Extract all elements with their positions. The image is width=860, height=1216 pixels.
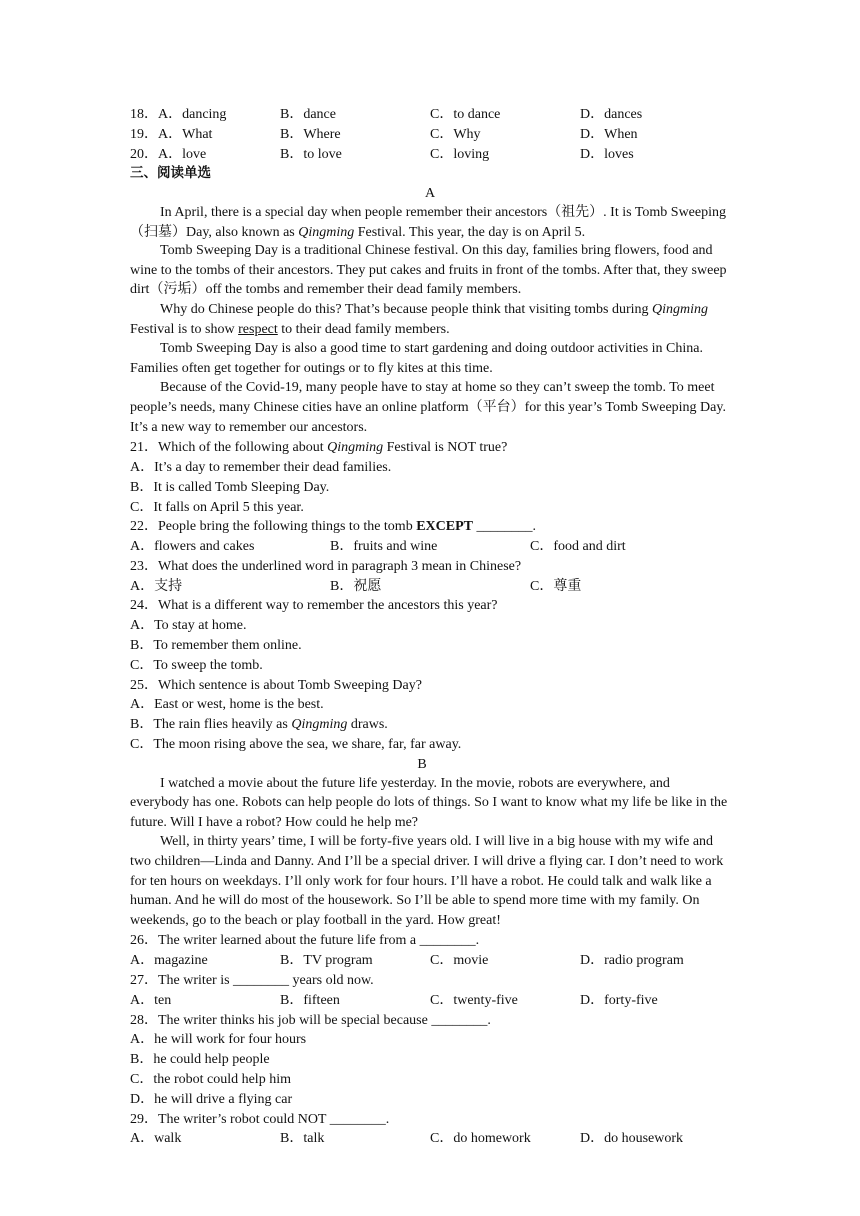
question-number: 19．: [130, 126, 158, 142]
option-b: B．to love: [280, 146, 342, 162]
option-b: B．Where: [280, 126, 341, 142]
option-c: C．the robot could help him: [130, 1071, 291, 1087]
option-b: B．It is called Tomb Sleeping Day.: [130, 479, 330, 495]
option-a: A．To stay at home.: [130, 618, 247, 634]
passage-a-paragraph-5: Because of the Covid-19, many people have to stay at home so they can’t sweep the tomb. To meet people’s needs, many Chinese cities have an online platform（平台）for this year’s Tomb Sweeping Day. It’s a new way to remember our ancestors.: [130, 380, 726, 435]
passage-a-paragraph-2: Tomb Sweeping Day is a traditional Chinese festival. On this day, families bring flowers, food and wine to the tombs of their ancestors. They put cakes and fruits in front of the tombs. After that, they sweep dirt（污垢）off the tombs and remember their dead family members.: [130, 243, 727, 298]
question-19: [130, 125, 730, 145]
question-18: [130, 105, 730, 125]
question-23-stem: 23．What does the underlined word in paragraph 3 mean in Chinese?: [130, 558, 522, 574]
question-22-stem: [130, 517, 730, 537]
option-b: [130, 715, 730, 735]
option-d: D．he will drive a flying car: [130, 1091, 293, 1107]
option-c: C．to dance: [430, 107, 501, 122]
option-a: A．What: [158, 126, 213, 142]
option-c: C．twenty-five: [430, 992, 518, 1008]
option-a: A．walk: [130, 1131, 182, 1147]
question-29-stem: 29．The writer’s robot could NOT ________.: [130, 1111, 390, 1127]
option-a: A．支持: [130, 578, 183, 594]
option-a: A．ten: [130, 992, 172, 1008]
italic-term: Qingming: [291, 717, 348, 733]
option-a: A．dancing: [158, 107, 227, 122]
option-c: C．Why: [430, 126, 481, 142]
section-title: 三、阅读单选: [130, 165, 211, 182]
question-number: 20．: [130, 146, 158, 162]
italic-term: Qingming: [298, 224, 355, 240]
question-23-options: [130, 577, 730, 597]
option-d: D．loves: [580, 146, 634, 162]
option-c: C．尊重: [530, 578, 582, 594]
bold-term: EXCEPT: [416, 519, 473, 535]
underlined-word: respect: [238, 321, 278, 337]
document-page: [130, 105, 730, 1149]
option-d: D．When: [580, 126, 638, 142]
passage-a-label: A: [424, 186, 436, 202]
option-b: B．祝愿: [330, 578, 382, 594]
option-c: C．movie: [430, 953, 489, 969]
question-20: [130, 145, 730, 165]
question-25-stem: 25．Which sentence is about Tomb Sweeping Day?: [130, 677, 422, 693]
option-c: C．food and dirt: [530, 539, 626, 555]
passage-a-paragraph-1: [130, 203, 730, 242]
option-c: C．The moon rising above the sea, we share, far, far away.: [130, 737, 462, 753]
passage-b-label: B: [417, 756, 427, 772]
italic-term: Qingming: [652, 301, 708, 317]
question-26-options: [130, 951, 730, 971]
option-a: A．East or west, home is the best.: [130, 697, 324, 713]
text: Festival is to show: [130, 321, 239, 337]
option-c: C．To sweep the tomb.: [130, 657, 263, 673]
question-28-stem: 28．The writer thinks his job will be special because ________.: [130, 1012, 491, 1028]
question-29-options: [130, 1129, 730, 1149]
option-c: C．loving: [430, 146, 490, 162]
option-a: A．he will work for four hours: [130, 1032, 307, 1048]
option-d: D．dances: [580, 107, 643, 122]
text: Festival. This year, the day is on April 5.: [354, 224, 586, 240]
option-d: D．forty-five: [580, 992, 658, 1008]
option-b: B．dance: [280, 107, 336, 122]
passage-b-paragraph-1: I watched a movie about the future life yesterday. In the movie, robots are everywhere, and everybody has one. Robots can help people do lots of things. So I want to know what my life be like in the future. Will I have a robot? How could he help me?: [130, 775, 728, 830]
option-c: C．do homework: [430, 1131, 531, 1147]
question-22-options: [130, 537, 730, 557]
option-b: B．To remember them online.: [130, 638, 302, 654]
passage-b-paragraph-2: Well, in thirty years’ time, I will be forty-five years old. I will live in a big house with my wife and two children—Linda and Danny. And I’ll be a special driver. I will drive a flying car. I don’t need to work for ten hours on weekdays. I’ll only work for four hours. I’ll have a robot. He could talk and walk like a human. And he will do most of the housework. So I’ll be able to spend more time with my family. On weekends, go to the beach or play football in the yard. How great!: [130, 834, 724, 928]
option-d: D．do housework: [580, 1131, 684, 1147]
option-a: A．magazine: [130, 953, 208, 969]
option-b: B．talk: [280, 1131, 325, 1147]
text: Why do Chinese people do this? That’s because people think that visiting tombs during: [160, 301, 652, 317]
text: 22．People bring the following things to the tomb: [130, 519, 417, 535]
question-24-stem: 24．What is a different way to remember the ancestors this year?: [130, 598, 498, 614]
option-a: A．flowers and cakes: [130, 539, 255, 555]
option-a: A．It’s a day to remember their dead families.: [130, 459, 392, 475]
text: draws.: [347, 717, 388, 733]
option-a: A．love: [158, 146, 207, 162]
option-c: C．It falls on April 5 this year.: [130, 499, 304, 515]
question-26-stem: 26．The writer learned about the future life from a ________.: [130, 933, 480, 949]
text: In April, there is a special day when people remember their ancestors（祖先）. It is Tomb Sweeping（扫墓）Day, also known as: [130, 204, 727, 240]
question-27-options: [130, 991, 730, 1011]
passage-a-paragraph-4: Tomb Sweeping Day is also a good time to start gardening and doing outdoor activities in China. Families often get together for outings or to fly kites at this time.: [130, 341, 703, 376]
option-b: B．fifteen: [280, 992, 340, 1008]
passage-a-paragraph-3: [130, 300, 730, 339]
text: Festival is NOT true?: [383, 440, 508, 456]
option-d: D．radio program: [580, 953, 684, 969]
option-b: B．fruits and wine: [330, 539, 438, 555]
question-number: 18．: [130, 107, 158, 122]
text: to their dead family members.: [277, 321, 450, 337]
option-b: B．he could help people: [130, 1052, 270, 1068]
question-27-stem: 27．The writer is ________ years old now.: [130, 973, 374, 988]
text: ________.: [473, 519, 536, 535]
option-b: B．TV program: [280, 953, 373, 969]
question-21-stem: [130, 438, 730, 458]
italic-term: Qingming: [327, 440, 384, 456]
text: B．The rain flies heavily as: [130, 717, 292, 733]
text: 21．Which of the following about: [130, 440, 328, 456]
